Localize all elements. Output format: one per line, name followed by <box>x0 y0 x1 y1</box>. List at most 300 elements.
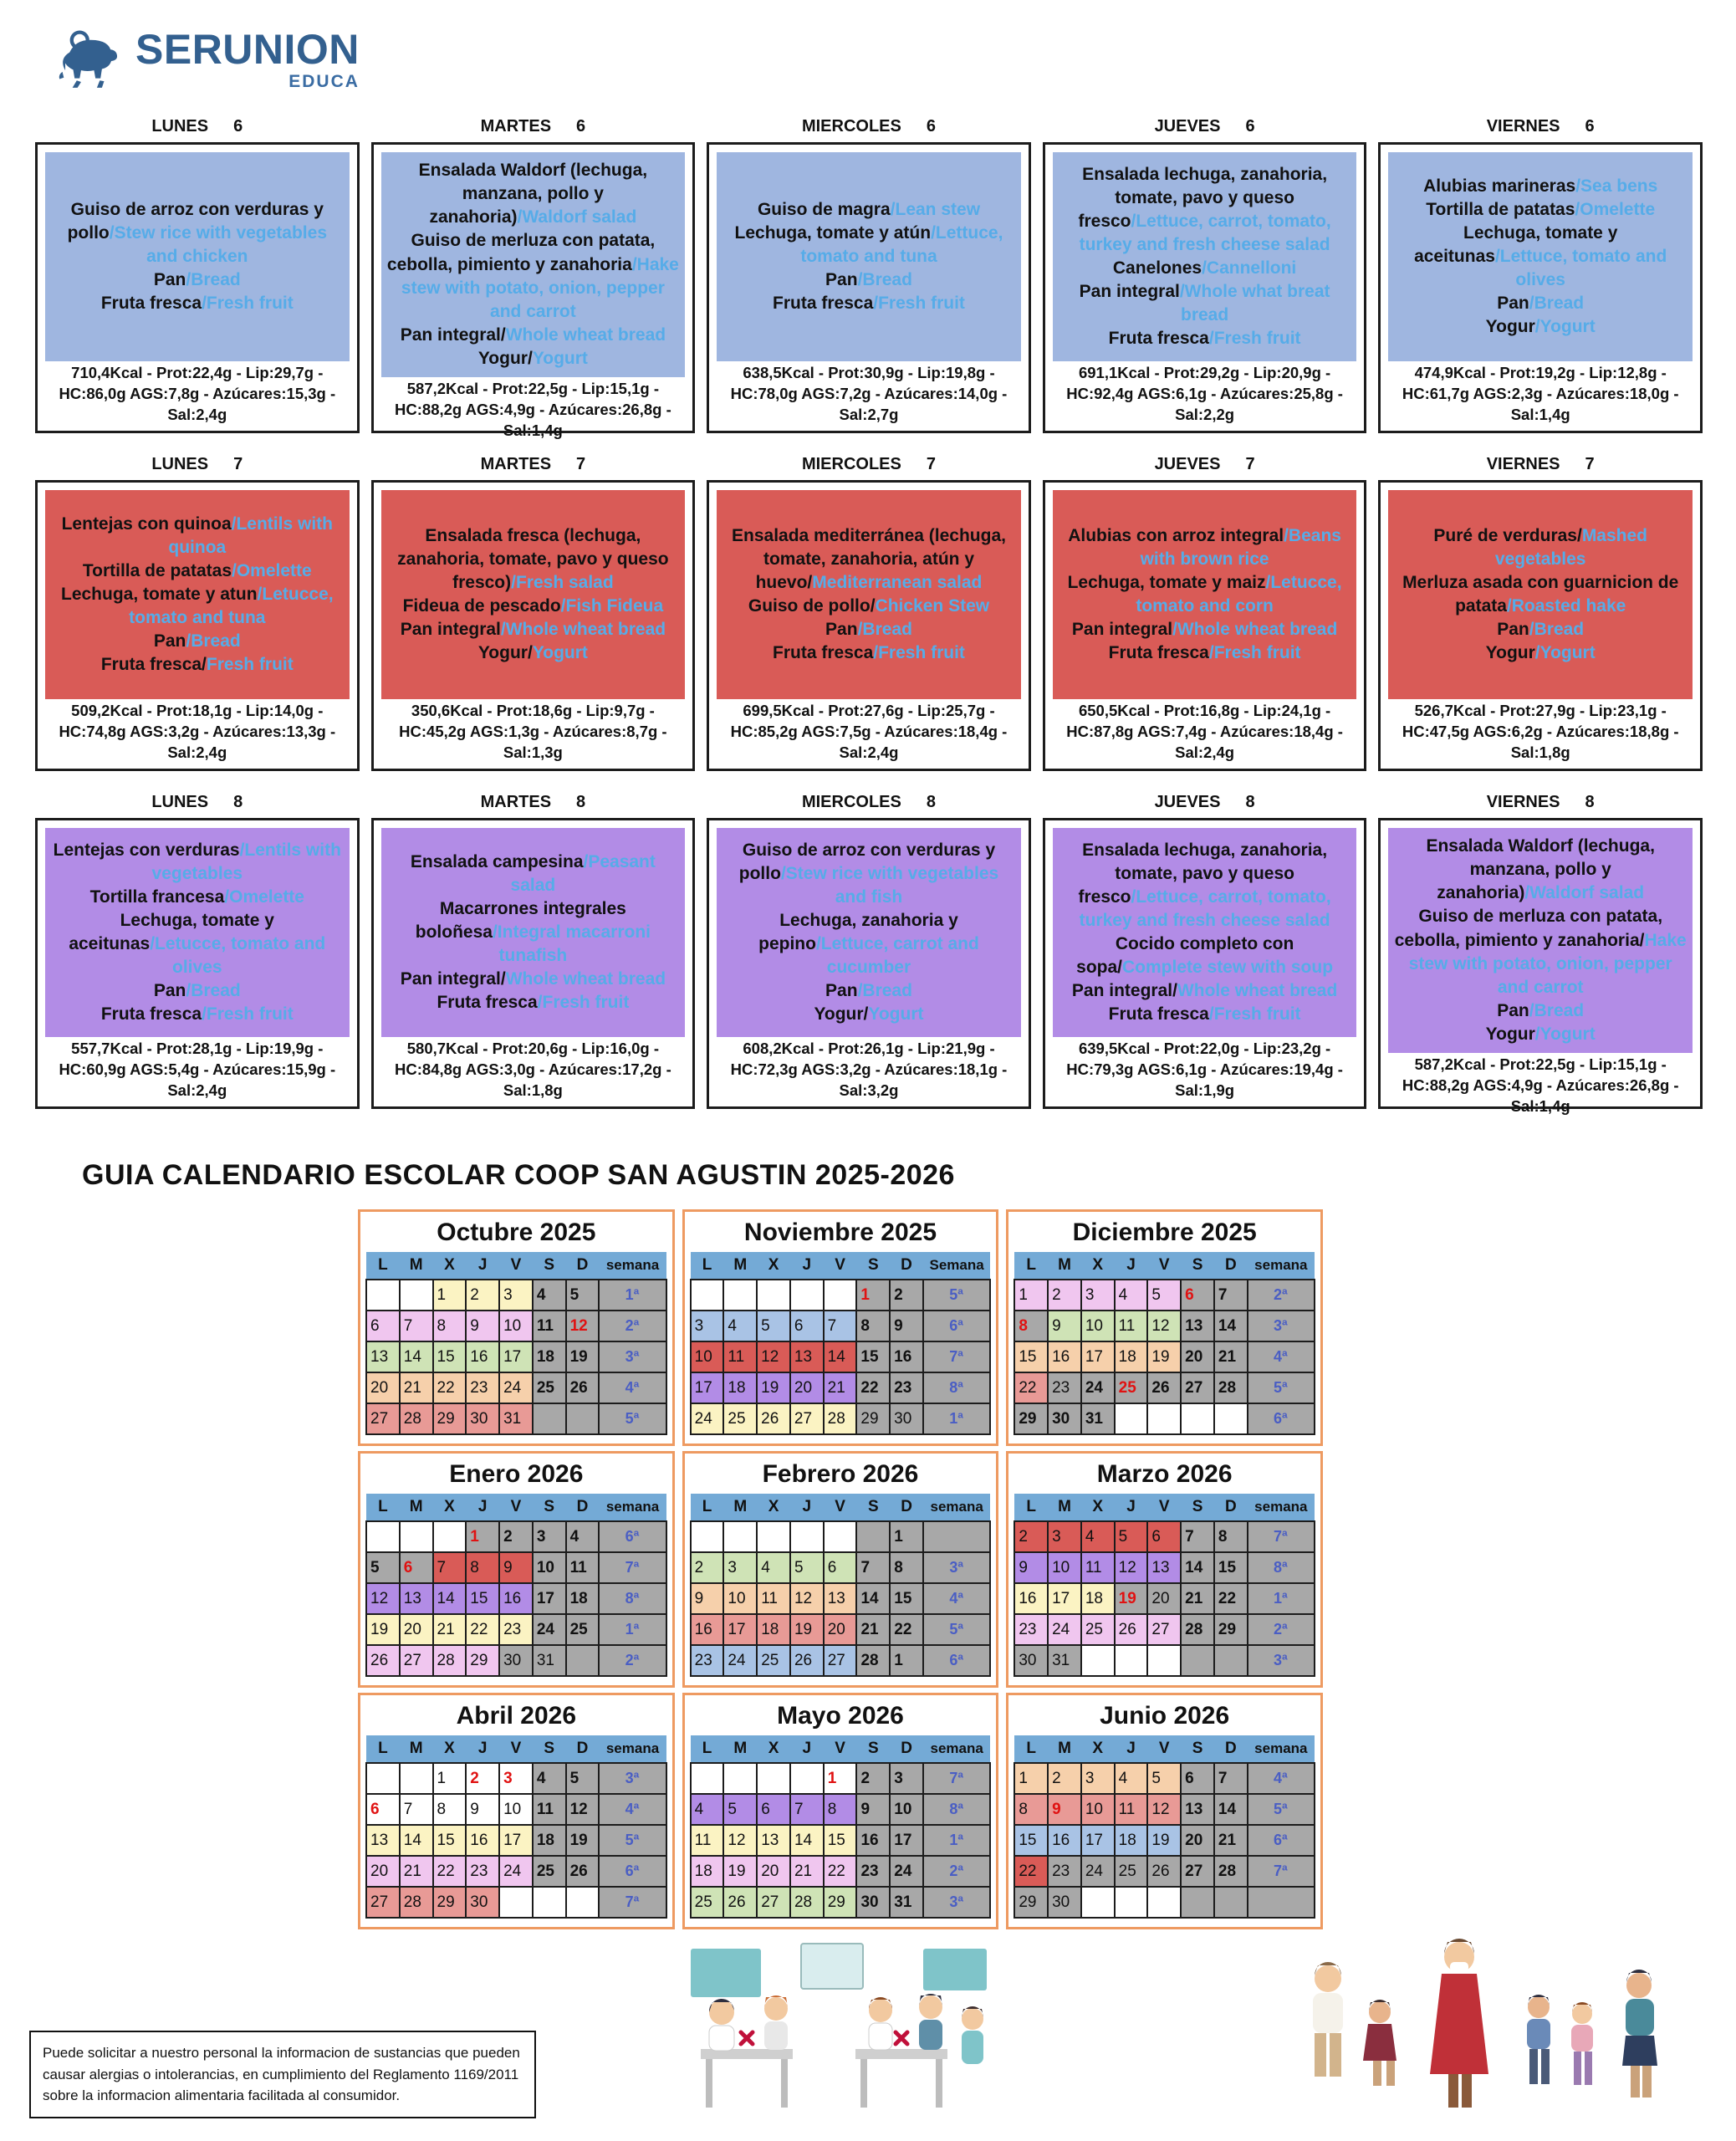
day-cell-22: 22 <box>856 1372 890 1403</box>
dish-line <box>722 839 1016 909</box>
weekday-header-M: M <box>1048 1494 1081 1521</box>
month-table-junio-2026 <box>1014 1735 1315 1919</box>
dish-name-english: /Bread <box>186 981 241 1001</box>
week-label-cell: 5ª <box>1248 1794 1315 1825</box>
day-cell-26: 26 <box>566 1856 600 1887</box>
dish-name-spanish: Ensalada fresca (lechuga, zanahoria, tomate, pavo y queso fresco) <box>397 525 669 592</box>
calendar-week-row <box>366 1794 666 1825</box>
day-cell-31: 31 <box>499 1403 533 1434</box>
calendar-week-row <box>1014 1583 1315 1614</box>
calendar-month-enero-2026 <box>358 1451 675 1688</box>
day-header-miercoles-6 <box>707 117 1031 136</box>
day-cell-10: 10 <box>499 1794 533 1825</box>
calendar-month-febrero-2026 <box>682 1451 999 1688</box>
day-cell-23: 23 <box>1014 1614 1048 1645</box>
menu-card-lunes-7 <box>35 480 360 771</box>
empty-cell <box>566 1645 600 1676</box>
nutrition-info: 557,7Kcal - Prot:28,1g - Lip:19,9g - HC:60,9g AGS:5,4g - Azúcares:15,9g - Sal:2,4g <box>59 1040 336 1099</box>
day-cell-18: 18 <box>566 1583 600 1614</box>
weekday-header-J: J <box>466 1252 499 1280</box>
day-cell-5: 5 <box>790 1552 824 1583</box>
menu-card-martes-6 <box>371 142 696 440</box>
day-cell-11: 11 <box>566 1552 600 1583</box>
dish-name-english: Complete stew with soup <box>1122 958 1334 978</box>
dish-name-spanish: Tortilla de patatas <box>82 560 232 580</box>
dish-list <box>45 828 350 1037</box>
dish-name-spanish: Fruta fresca <box>773 294 874 314</box>
menu-card-miercoles-6 <box>707 142 1031 433</box>
calendar-week-row <box>1014 1763 1315 1794</box>
weekday-header-X: X <box>1081 1494 1115 1521</box>
month-table-octubre-2025 <box>365 1252 667 1435</box>
day-cell-31: 31 <box>1048 1645 1081 1676</box>
day-cell-14: 14 <box>1214 1311 1248 1341</box>
day-cell-14: 14 <box>433 1583 467 1614</box>
weekday-header-D: D <box>890 1494 923 1521</box>
nutrition-info: 699,5Kcal - Prot:27,6g - Lip:25,7g - HC:85,2g AGS:7,5g - Azúcares:18,4g - Sal:2,4g <box>730 702 1008 761</box>
week-label-cell: 4ª <box>923 1583 990 1614</box>
day-cell-29: 29 <box>856 1403 890 1434</box>
people-illustration <box>1288 1914 1681 2127</box>
brand-subname: EDUCA <box>288 72 360 91</box>
dish-name-spanish: Fruta fresca <box>1108 1004 1209 1025</box>
day-cell-9: 9 <box>890 1311 923 1341</box>
dish-line <box>386 595 681 618</box>
dish-name-spanish: Fideua de pescado <box>402 596 561 616</box>
day-cell-2: 2 <box>1048 1763 1081 1794</box>
day-cell-22: 22 <box>466 1614 499 1645</box>
day-cell-23: 23 <box>1048 1856 1081 1887</box>
dish-list <box>1053 828 1357 1037</box>
calendar-week-row <box>366 1311 666 1341</box>
day-cell-10: 10 <box>691 1341 724 1372</box>
day-cell-5: 5 <box>366 1552 400 1583</box>
weekday-header-M: M <box>723 1735 757 1763</box>
day-name: JUEVES <box>1154 455 1221 473</box>
dish-name-english: /Peasant salad <box>510 851 656 895</box>
weekday-header-row <box>366 1494 666 1521</box>
calendar-week-row <box>1014 1552 1315 1583</box>
month-table-head <box>366 1735 666 1763</box>
month-title: Octubre 2025 <box>437 1219 596 1246</box>
dish-line <box>50 560 345 583</box>
day-header-jueves-8 <box>1043 793 1367 812</box>
calendar-month-noviembre-2025 <box>682 1209 999 1446</box>
dish-list <box>717 152 1021 361</box>
dish-name-english: /Bread <box>857 620 912 640</box>
day-cell-10: 10 <box>890 1794 923 1825</box>
empty-cell <box>757 1280 790 1311</box>
menu-card-jueves-7 <box>1043 480 1367 771</box>
day-cell-4: 4 <box>757 1552 790 1583</box>
dish-line <box>722 222 1016 268</box>
day-cell-18: 18 <box>1081 1583 1115 1614</box>
empty-cell <box>824 1521 857 1552</box>
dish-line <box>50 513 345 560</box>
day-name: LUNES <box>151 455 209 473</box>
day-name: VIERNES <box>1486 455 1560 473</box>
day-cell-9: 9 <box>856 1794 890 1825</box>
dish-name-english: /Whole what breat bread <box>1179 282 1330 325</box>
week-label-cell: 8ª <box>923 1372 990 1403</box>
month-table-body <box>1014 1763 1315 1918</box>
day-cell-2: 2 <box>466 1280 499 1311</box>
brand-name: SERUNION <box>135 26 360 73</box>
dish-name-english: /Whole wheat bread <box>500 620 666 640</box>
weekday-header-S: S <box>533 1252 566 1280</box>
week-number: 6 <box>1585 117 1595 135</box>
day-cell-28: 28 <box>400 1887 433 1918</box>
dish-line <box>1393 222 1687 292</box>
day-cell-21: 21 <box>856 1614 890 1645</box>
dish-line <box>1058 979 1352 1003</box>
month-table-head <box>691 1494 991 1521</box>
weekday-header-J: J <box>1115 1735 1148 1763</box>
day-cell-3: 3 <box>691 1311 724 1341</box>
empty-cell <box>691 1280 724 1311</box>
semana-header: semana <box>923 1494 990 1521</box>
dish-name-spanish: Pan <box>153 981 186 1001</box>
week-label-cell: 8ª <box>923 1794 990 1825</box>
semana-header: semana <box>599 1494 666 1521</box>
day-cell-9: 9 <box>1048 1311 1081 1341</box>
day-cell-27: 27 <box>824 1645 857 1676</box>
week-label-cell <box>923 1521 990 1552</box>
empty-cell <box>1214 1403 1248 1434</box>
month-table-body <box>1014 1521 1315 1676</box>
day-cell-11: 11 <box>533 1794 566 1825</box>
dish-list <box>1053 152 1357 361</box>
week-label-cell: 8ª <box>1248 1552 1315 1583</box>
day-cell-13: 13 <box>1181 1311 1214 1341</box>
dish-line <box>722 979 1016 1003</box>
day-cell-21: 21 <box>1214 1341 1248 1372</box>
dish-name-spanish: Pan integral/ <box>400 324 506 345</box>
dish-name-english: /Stew rice with vegetables and fish <box>780 863 999 907</box>
dish-line <box>50 839 345 886</box>
day-cell-3: 3 <box>1081 1763 1115 1794</box>
day-cell-29: 29 <box>466 1645 499 1676</box>
day-cell-24: 24 <box>890 1856 923 1887</box>
week-number: 8 <box>1585 793 1595 811</box>
day-cell-20: 20 <box>366 1856 400 1887</box>
calendar-week-row <box>366 1856 666 1887</box>
dish-name-english: /Lettuce, carrot, tomato, turkey and fresh cheese salad <box>1079 887 1331 930</box>
day-cell-13: 13 <box>790 1341 824 1372</box>
week-label-cell: 2ª <box>1248 1280 1315 1311</box>
day-cell-20: 20 <box>1181 1341 1214 1372</box>
day-cell-16: 16 <box>691 1614 724 1645</box>
day-cell-12: 12 <box>757 1341 790 1372</box>
dish-name-spanish: Fruta fresca <box>1108 329 1209 349</box>
empty-cell <box>533 1403 566 1434</box>
day-cell-31: 31 <box>890 1887 923 1918</box>
day-name: LUNES <box>151 117 209 135</box>
day-cell-13: 13 <box>400 1583 433 1614</box>
dish-name-english: /Bread <box>1529 620 1585 640</box>
day-cell-1: 1 <box>856 1280 890 1311</box>
weekday-header-M: M <box>1048 1735 1081 1763</box>
dish-name-english: /Letucce, tomato and olives <box>150 934 326 978</box>
day-cell-30: 30 <box>466 1887 499 1918</box>
day-cell-28: 28 <box>790 1887 824 1918</box>
month-table-body <box>1014 1280 1315 1434</box>
day-cell-23: 23 <box>466 1856 499 1887</box>
dish-line <box>1058 571 1352 618</box>
weekday-header-J: J <box>466 1735 499 1763</box>
nutrition-info: 526,7Kcal - Prot:27,9g - Lip:23,1g - HC:47,5g AGS:6,2g - Azúcares:18,8g - Sal:1,8g <box>1402 702 1679 761</box>
dish-name-english: Yogurt <box>532 349 588 368</box>
week-number: 7 <box>1245 455 1255 473</box>
day-cell-22: 22 <box>1014 1372 1048 1403</box>
empty-cell <box>856 1521 890 1552</box>
nutrition-info: 509,2Kcal - Prot:18,1g - Lip:14,0g - HC:74,8g AGS:3,2g - Azúcares:13,3g - Sal:2,4g <box>59 702 336 761</box>
month-table-marzo-2026 <box>1014 1494 1315 1677</box>
calendar-title: GUIA CALENDARIO ESCOLAR COOP SAN AGUSTIN 2025-2026 <box>82 1159 955 1191</box>
day-cell-8: 8 <box>1214 1521 1248 1552</box>
dish-line <box>50 979 345 1003</box>
day-cell-4: 4 <box>533 1763 566 1794</box>
weekday-header-V: V <box>499 1735 533 1763</box>
dish-name-english: /Letucce, tomato and corn <box>1136 572 1342 616</box>
weekday-header-row <box>1014 1735 1315 1763</box>
day-cell-7: 7 <box>856 1552 890 1583</box>
day-cell-19: 19 <box>723 1856 757 1887</box>
dish-name-english: /Bread <box>186 270 241 290</box>
day-cell-30: 30 <box>1048 1403 1081 1434</box>
empty-cell <box>1081 1645 1115 1676</box>
day-cell-16: 16 <box>466 1341 499 1372</box>
week-label-cell: 7ª <box>1248 1521 1315 1552</box>
day-cell-25: 25 <box>566 1614 600 1645</box>
day-cell-27: 27 <box>1181 1372 1214 1403</box>
day-cell-24: 24 <box>533 1614 566 1645</box>
weekday-header-V: V <box>1147 1735 1181 1763</box>
week-label-cell: 7ª <box>1248 1856 1315 1887</box>
month-table-body <box>691 1521 991 1676</box>
day-cell-2: 2 <box>466 1763 499 1794</box>
day-cell-19: 19 <box>1147 1825 1181 1856</box>
dish-name-english: /Fresh fruit <box>873 294 965 314</box>
week-label-cell: 1ª <box>599 1614 666 1645</box>
dish-name-spanish: Pan <box>1497 294 1529 314</box>
day-cell-14: 14 <box>856 1583 890 1614</box>
week-number: 6 <box>1245 117 1255 135</box>
day-cell-27: 27 <box>790 1403 824 1434</box>
week-label-cell: 3ª <box>1248 1645 1315 1676</box>
day-cell-15: 15 <box>824 1825 857 1856</box>
day-cell-8: 8 <box>1014 1311 1048 1341</box>
day-name: JUEVES <box>1154 793 1221 811</box>
menu-card-jueves-6 <box>1043 142 1367 433</box>
day-cell-1: 1 <box>1014 1763 1048 1794</box>
day-cell-24: 24 <box>1081 1372 1115 1403</box>
calendar-week-row <box>366 1552 666 1583</box>
day-cell-17: 17 <box>723 1614 757 1645</box>
weekday-header-S: S <box>533 1735 566 1763</box>
day-cell-23: 23 <box>890 1372 923 1403</box>
calendar-week-row <box>691 1794 991 1825</box>
day-cell-4: 4 <box>1115 1763 1148 1794</box>
day-cell-1: 1 <box>1014 1280 1048 1311</box>
day-cell-5: 5 <box>1147 1763 1181 1794</box>
day-cell-8: 8 <box>433 1311 467 1341</box>
day-cell-8: 8 <box>890 1552 923 1583</box>
day-cell-27: 27 <box>1181 1856 1214 1887</box>
day-cell-16: 16 <box>890 1341 923 1372</box>
week-label-cell: 4ª <box>599 1794 666 1825</box>
day-cell-12: 12 <box>566 1794 600 1825</box>
day-cell-25: 25 <box>1115 1372 1148 1403</box>
day-header-martes-7 <box>371 455 696 474</box>
nutrition-info: 710,4Kcal - Prot:22,4g - Lip:29,7g - HC:86,0g AGS:7,8g - Azúcares:15,3g - Sal:2,4g <box>59 364 336 423</box>
day-cell-13: 13 <box>824 1583 857 1614</box>
dish-name-spanish: Yogur/ <box>477 349 533 368</box>
day-cell-27: 27 <box>1147 1614 1181 1645</box>
dish-list <box>45 490 350 699</box>
dish-line <box>1393 641 1687 665</box>
dish-name-spanish: Lechuga, tomate y atún <box>734 222 932 243</box>
month-table-noviembre-2025 <box>690 1252 992 1435</box>
dish-name-spanish: Guiso de arroz con verduras y pollo <box>67 199 324 243</box>
month-title: Enero 2026 <box>449 1460 584 1488</box>
dish-line <box>386 641 681 665</box>
calendar-week-row <box>691 1887 991 1918</box>
day-cell-25: 25 <box>1081 1614 1115 1645</box>
weekday-header-S: S <box>856 1252 890 1280</box>
dish-name-english: Hake stew with potato, onion, pepper and carrot <box>1408 930 1687 997</box>
weekday-header-L: L <box>691 1252 724 1280</box>
nutrition-info: 587,2Kcal - Prot:22,5g - Lip:15,1g - HC:88,2g AGS:4,9g - Azúcares:26,8g - Sal:1,4g <box>395 380 671 440</box>
day-cell-12: 12 <box>366 1583 400 1614</box>
dish-line <box>722 618 1016 641</box>
day-cell-7: 7 <box>790 1794 824 1825</box>
week-label-cell: 7ª <box>599 1887 666 1918</box>
dish-name-english: /Roasted hake <box>1506 596 1626 616</box>
dish-list <box>1053 490 1357 699</box>
dish-name-english: Chicken Stew <box>875 596 990 616</box>
day-cell-9: 9 <box>1048 1794 1081 1825</box>
calendar-week-row <box>366 1614 666 1645</box>
dish-name-spanish: Fruta fresca <box>437 993 538 1013</box>
day-cell-13: 13 <box>757 1825 790 1856</box>
day-cell-13: 13 <box>366 1341 400 1372</box>
day-cell-5: 5 <box>723 1794 757 1825</box>
day-cell-29: 29 <box>1214 1614 1248 1645</box>
weekday-header-V: V <box>824 1252 857 1280</box>
calendar-week-row <box>691 1372 991 1403</box>
dish-name-english: /Bread <box>1529 1000 1585 1020</box>
weekday-header-M: M <box>400 1252 433 1280</box>
day-cell-5: 5 <box>1115 1521 1148 1552</box>
weekday-header-S: S <box>1181 1252 1214 1280</box>
week-label-cell: 7ª <box>923 1763 990 1794</box>
dish-line <box>50 909 345 979</box>
empty-cell <box>1147 1645 1181 1676</box>
day-cell-2: 2 <box>890 1280 923 1311</box>
empty-cell <box>1115 1403 1148 1434</box>
dish-name-spanish: Guiso de magra <box>757 199 891 219</box>
day-cell-27: 27 <box>366 1403 400 1434</box>
weekday-header-row <box>1014 1494 1315 1521</box>
month-table-head <box>1014 1252 1315 1280</box>
calendar-week-row <box>691 1311 991 1341</box>
month-table-body <box>691 1280 991 1434</box>
dish-name-english: /Lettuce, tomato and tuna <box>800 222 1003 266</box>
day-cell-1: 1 <box>890 1521 923 1552</box>
dish-name-english: Whole wheat bread <box>505 324 666 345</box>
day-cell-17: 17 <box>533 1583 566 1614</box>
day-cell-28: 28 <box>856 1645 890 1676</box>
day-cell-22: 22 <box>1214 1583 1248 1614</box>
dish-name-spanish: Alubias con arroz integral <box>1068 525 1284 545</box>
weekday-header-D: D <box>566 1494 600 1521</box>
day-cell-14: 14 <box>824 1341 857 1372</box>
nutrition-info: 691,1Kcal - Prot:29,2g - Lip:20,9g - HC:92,4g AGS:6,1g - Azúcares:25,8g - Sal:2,2g <box>1066 364 1343 423</box>
day-header-lunes-8 <box>35 793 360 812</box>
dish-line <box>1058 1003 1352 1026</box>
weekday-header-X: X <box>757 1735 790 1763</box>
day-cell-20: 20 <box>1181 1825 1214 1856</box>
nutrition-info: 474,9Kcal - Prot:19,2g - Lip:12,8g - HC:61,7g AGS:2,3g - Azúcares:18,0g - Sal:1,4g <box>1402 364 1679 423</box>
day-headers-week-7 <box>35 455 1703 474</box>
dish-line <box>50 1003 345 1026</box>
day-cell-23: 23 <box>499 1614 533 1645</box>
day-cell-28: 28 <box>1214 1856 1248 1887</box>
nutrition-info: 650,5Kcal - Prot:16,8g - Lip:24,1g - HC:87,8g AGS:7,4g - Azúcares:18,4g - Sal:2,4g <box>1066 702 1343 761</box>
week-number: 7 <box>1585 455 1595 473</box>
day-cell-24: 24 <box>723 1645 757 1676</box>
semana-header: semana <box>599 1735 666 1763</box>
day-cell-2: 2 <box>1014 1521 1048 1552</box>
day-cell-8: 8 <box>433 1794 467 1825</box>
weekday-header-M: M <box>723 1494 757 1521</box>
weekday-header-row <box>1014 1252 1315 1280</box>
day-cell-12: 12 <box>1115 1552 1148 1583</box>
week-number: 7 <box>233 455 243 473</box>
dish-name-english: /Lettuce, carrot, tomato, turkey and fresh cheese salad <box>1079 211 1331 254</box>
day-cell-11: 11 <box>1081 1552 1115 1583</box>
dish-name-english: /Fresh fruit <box>202 1004 294 1025</box>
month-table-febrero-2026 <box>690 1494 992 1677</box>
day-name: MARTES <box>480 793 552 811</box>
month-table-enero-2026 <box>365 1494 667 1677</box>
empty-cell <box>1181 1645 1214 1676</box>
empty-cell <box>533 1887 566 1918</box>
weekday-header-J: J <box>1115 1252 1148 1280</box>
day-cell-20: 20 <box>1147 1583 1181 1614</box>
empty-cell <box>366 1280 400 1311</box>
day-cell-22: 22 <box>433 1856 467 1887</box>
day-cell-15: 15 <box>466 1583 499 1614</box>
day-cell-11: 11 <box>757 1583 790 1614</box>
day-cell-5: 5 <box>566 1280 600 1311</box>
day-cell-10: 10 <box>723 1583 757 1614</box>
dish-name-english: /Omelette <box>232 560 312 580</box>
calendar-week-row <box>691 1403 991 1434</box>
dish-line <box>722 268 1016 292</box>
weekday-header-L: L <box>366 1494 400 1521</box>
dish-line <box>386 347 681 370</box>
dish-name-english: /Waldorf salad <box>1524 883 1645 903</box>
menu-week-8 <box>35 793 1703 1116</box>
semana-header: semana <box>923 1735 990 1763</box>
day-cell-10: 10 <box>533 1552 566 1583</box>
dish-name-english: /Lettuce, carrot and cucumber <box>815 934 979 978</box>
day-name: VIERNES <box>1486 117 1560 135</box>
day-name: MIERCOLES <box>801 793 901 811</box>
dish-name-english: Mediterranean salad <box>812 572 983 592</box>
